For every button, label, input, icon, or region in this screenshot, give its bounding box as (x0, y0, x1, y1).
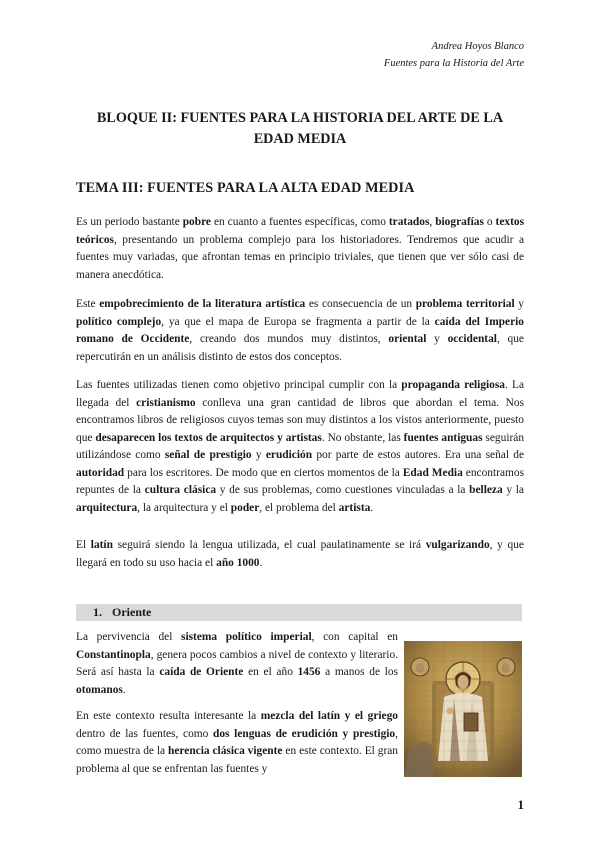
bold-term: occidental (447, 333, 497, 345)
paragraph-contexto: En este contexto resulta interesante la mezcla del latín y el griego dentro de las fuentes, como dos lenguas de erudición y prestigio, como muestra de la herencia clásica vigente en este contexto. El gran problema al que se enfrentan las fuentes y (76, 710, 398, 775)
bold-term: oriental (388, 333, 427, 345)
bold-term: poder (230, 501, 260, 514)
bold-term: 1456 (297, 666, 321, 678)
paragraph-empobrecimiento: Este empobrecimiento de la literatura artística es consecuencia de un problema territorial y político complejo, ya que el mapa de Europa se fragmenta a partir de la caída del Imperio romano de Occidente, creando dos mundos muy distintos, oriental y occidental, que repercutirán en un análisis distinto de estos dos conceptos. (76, 298, 524, 363)
section-number: 1. (93, 605, 102, 619)
bold-term: arquitectura (76, 501, 138, 514)
bold-term: empobrecimiento de la literatura artística (99, 298, 306, 310)
bold-term: autoridad (76, 466, 125, 479)
bold-term: otomanos (76, 683, 123, 696)
bold-term: Constantinopla (76, 648, 151, 661)
bold-term: señal de prestigio (164, 449, 252, 461)
bold-term: biografías (435, 216, 484, 228)
page-number: 1 (517, 797, 524, 812)
bold-term: caída del Imperio romano de Occidente (76, 315, 524, 345)
bold-term: mezcla del latín y el griego (260, 710, 398, 722)
bold-term: desaparecen los textos de arquitectos y artistas (95, 431, 322, 444)
bold-term: vulgarizando (425, 539, 490, 551)
bold-term: pobre (182, 216, 211, 228)
bold-term: propaganda religiosa (401, 379, 506, 391)
page-header (384, 38, 524, 72)
bold-term: erudición (265, 449, 313, 461)
bold-term: tratados (388, 216, 430, 228)
bold-term: caída de Oriente (159, 666, 244, 678)
bold-term: cultura clásica (144, 484, 217, 496)
author-name: Andrea Hoyos Blanco (431, 41, 524, 52)
bold-term: latín (90, 539, 113, 551)
bold-term: político complejo (76, 315, 162, 328)
section-label: Oriente (112, 605, 152, 619)
paragraph-pervivencia: La pervivencia del sistema político imperial, con capital en Constantinopla, genera pocos cambios a nivel de contexto y literario. Será así hasta la caída de Oriente en el año 1456 a manos de los otomanos. (76, 631, 399, 696)
bold-term: año 1000 (216, 556, 260, 569)
mosaic-illustration (404, 641, 522, 777)
bold-term: Edad Media (402, 466, 463, 479)
bold-term: herencia clásica vigente (168, 745, 283, 757)
bloque-title: BLOQUE II: FUENTES PARA LA HISTORIA DEL ARTE DE LA EDAD MEDIA (96, 110, 504, 147)
bold-term: dos lenguas de erudición y prestigio (213, 727, 396, 740)
tema-title: TEMA III: FUENTES PARA LA ALTA EDAD MEDIA (76, 180, 415, 196)
bold-term: artista (338, 501, 371, 514)
section-heading-oriente (76, 604, 522, 621)
course-subject: Fuentes para la Historia del Arte (383, 58, 524, 69)
bold-term: cristianismo (136, 396, 196, 409)
paragraph-fuentes: Las fuentes utilizadas tienen como objetivo principal cumplir con la propaganda religiosa. La llegada del cristianismo conlleva una gran cantidad de libros que abordan el tema. Nos encontramos libros de religiosos cuyos temas son muy distintos a los vistos anteriormente, puesto que desaparecen los textos de arquitectos y artistas. No obstante, las fuentes antiguas seguirán utilizándose como señal de prestigio y erudición por parte de estos autores. Era una señal de autoridad para los escritores. De modo que en ciertos momentos de la Edad Media encontramos repuntes de la cultura clásica y de sus problemas, como cuestiones vinculadas a la belleza y la arquitectura, la arquitectura y el poder, el problema del artista. (76, 379, 525, 514)
bold-term: sistema político imperial (181, 631, 312, 643)
paragraph-latin: El latín seguirá siendo la lengua utilizada, el cual paulatinamente se irá vulgarizando, y que llegará en todo su uso hacia el año 1000. (76, 539, 524, 569)
bold-term: textos teóricos (76, 216, 524, 246)
bold-term: belleza (469, 484, 503, 496)
byzantine-mosaic-image (404, 641, 522, 777)
bold-term: fuentes antiguas (403, 431, 483, 444)
paragraph-intro: Es un periodo bastante pobre en cuanto a fuentes específicas, como tratados, biografías o textos teóricos, presentando un problema complejo para los historiadores. Tendremos que acudir a fuentes muy variadas, que afrontan temas en principio triviales, que tienen que ver sólo casi de manera anecdótica. (76, 216, 524, 281)
bold-term: problema territorial (415, 298, 515, 310)
